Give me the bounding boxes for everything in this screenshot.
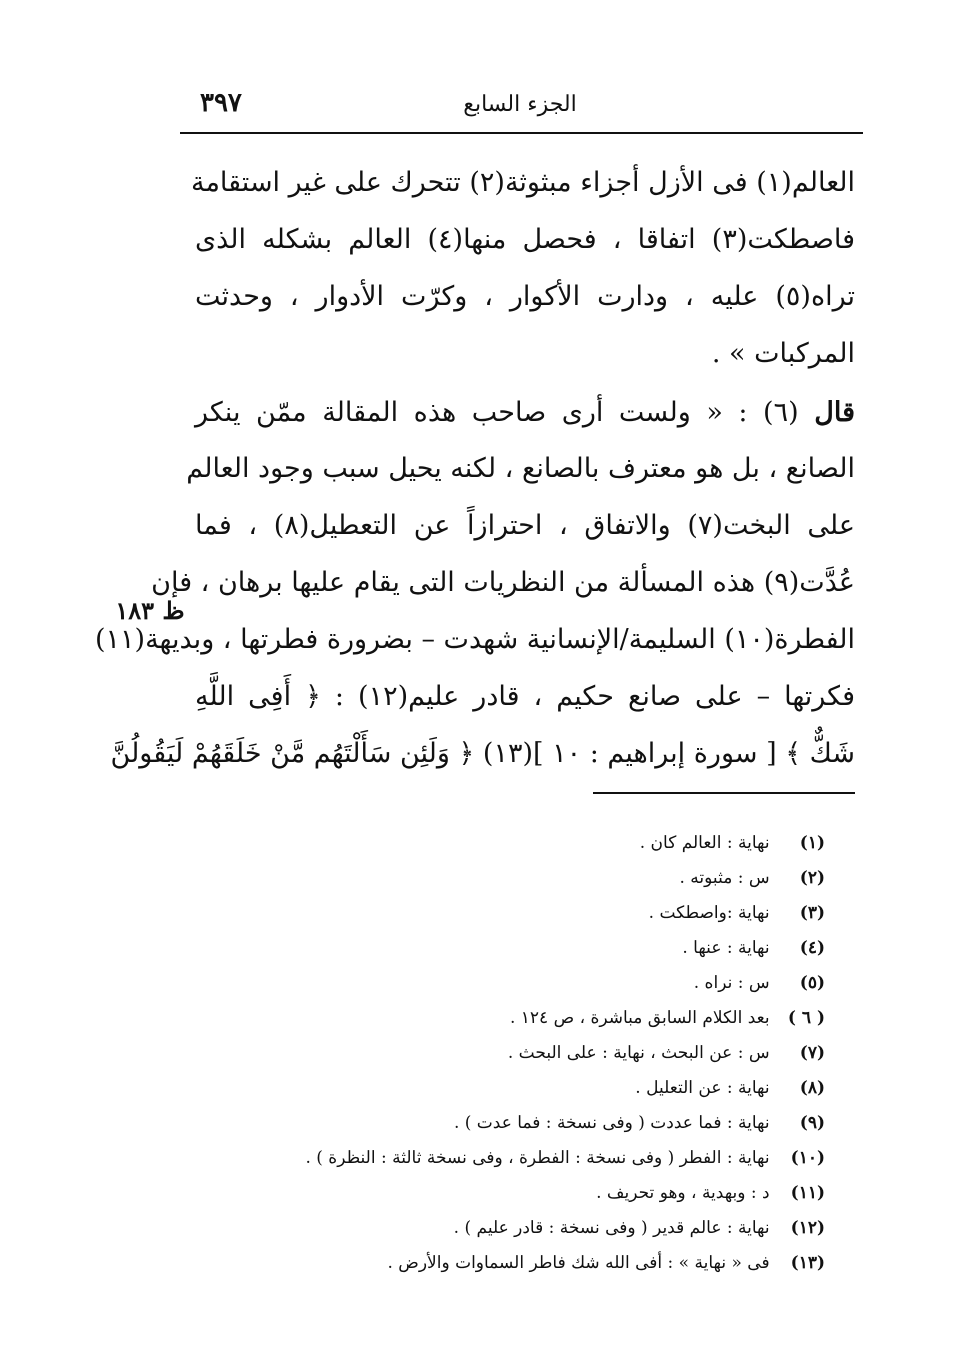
footnote: [250, 1040, 825, 1066]
footnote: [250, 1180, 825, 1206]
text-line: فاصطكت(٣) اتفاقا ، فحصل منها(٤) العالم بشكله الذى: [195, 224, 856, 255]
footnote-number: (١): [799, 833, 825, 853]
footnote-rule: [593, 792, 855, 794]
footnote-number: (٣): [799, 903, 825, 923]
text-line: المركبات » .: [711, 338, 855, 369]
footnote-number: (١٣): [790, 1253, 825, 1273]
running-head: [180, 82, 860, 122]
footnote: [250, 1005, 825, 1031]
footnote-text: نهاية : عنها .: [682, 938, 770, 958]
text-line-content: (٦) : « ولست أرى صاحب هذه المقالة ممّن ينكر: [195, 397, 799, 428]
footnote: [250, 1075, 825, 1101]
text-line: العالم(١) فى الأزل أجزاء مبثوثة(٢) تتحرك على غير استقامة: [190, 167, 855, 198]
text-line: فكرتها – على صانع حكيم ، قادر عليم(١٢) : ﴿ أَفِى اللَّهِ: [195, 681, 855, 712]
text-line: الفطرة(١٠) السليمة/الإنسانية شهدت – بضرورة فطرتها ، وبديهة(١١): [94, 624, 855, 655]
footnote-text: س : مثبوته .: [679, 868, 770, 888]
footnote: [250, 1145, 825, 1171]
footnote: [250, 900, 825, 926]
footnote-text: نهاية :واصطكت .: [648, 903, 770, 923]
footnote: [250, 1250, 825, 1276]
footnote: [250, 830, 825, 856]
footnote: [250, 1215, 825, 1241]
footnote-number: (٢): [799, 868, 825, 888]
footnote: [250, 970, 825, 996]
footnote: [250, 935, 825, 961]
footnote-number: (٩): [799, 1113, 825, 1133]
running-title: الجزء السابع: [463, 92, 577, 117]
footnote-text: نهاية : الفطر ( وفى نسخة : الفطرة ، وفى نسخة ثالثة : النظرة ) .: [305, 1148, 770, 1168]
footnote-number: (٤): [799, 938, 825, 958]
text-line: عُدَّت(٩) هذه المسألة من النظريات التى يقام عليها برهان ، فإن: [151, 567, 855, 598]
margin-folio-note: ظ ١٨٣: [115, 596, 185, 625]
text-line: الصانع ، بل هو معترف بالصانع ، لكنه يحيل سبب وجود العالم: [186, 453, 855, 484]
text-line: على البخت(٧) والاتفاق ، احترازاً عن التعطيل(٨) ، فما: [195, 510, 855, 541]
footnote-number: (٥): [799, 973, 825, 993]
footnote-number: (١٠): [790, 1148, 825, 1168]
header-rule: [180, 132, 863, 134]
footnote-text: س : نراه .: [693, 973, 770, 993]
footnote-number: (٨): [799, 1078, 825, 1098]
footnote-text: بعد الكلام السابق مباشرة ، ص ١٢٤ .: [509, 1008, 770, 1028]
footnote-text: د : وبهدية ، وهو تحريف .: [596, 1183, 770, 1203]
footnote-text: نهاية : عالم قدير ( وفى نسخة : قادر عليم ) .: [453, 1218, 770, 1238]
text-line: تراه(٥) عليه ، ودارت الأكوار ، وكرّت الأدوار ، وحدثت: [195, 281, 855, 312]
footnote-text: س : عن البحث ، نهاية : على البحث .: [507, 1043, 770, 1063]
footnote-number: (١١): [790, 1183, 825, 1203]
text-line: شَكٌّ ﴾ [ سورة إبراهيم : ١٠ ](١٣) ﴿ وَلَئِن سَأَلْتَهُم مَّنْ خَلَقَهُمْ لَيَقُولُنَّ: [110, 738, 855, 769]
footnote-number: (١٢): [790, 1218, 825, 1238]
page-number: ٣٩٧: [200, 88, 242, 118]
footnote-text: نهاية : عن التعليل .: [635, 1078, 770, 1098]
lead-word: قال: [814, 397, 855, 428]
footnote: [250, 1110, 825, 1136]
footnote: [250, 865, 825, 891]
footnote-text: نهاية : فما عددت ( وفى نسخة : فما عدت ) .: [453, 1113, 770, 1133]
text-line: [195, 388, 855, 438]
footnote-number: ( ٦ ): [787, 1008, 825, 1028]
footnote-number: (٧): [799, 1043, 825, 1063]
footnote-text: نهاية : العالم كان .: [639, 833, 770, 853]
footnote-text: فى « نهاية » : أفى الله شك فاطر السماوات والأرض .: [387, 1253, 770, 1273]
